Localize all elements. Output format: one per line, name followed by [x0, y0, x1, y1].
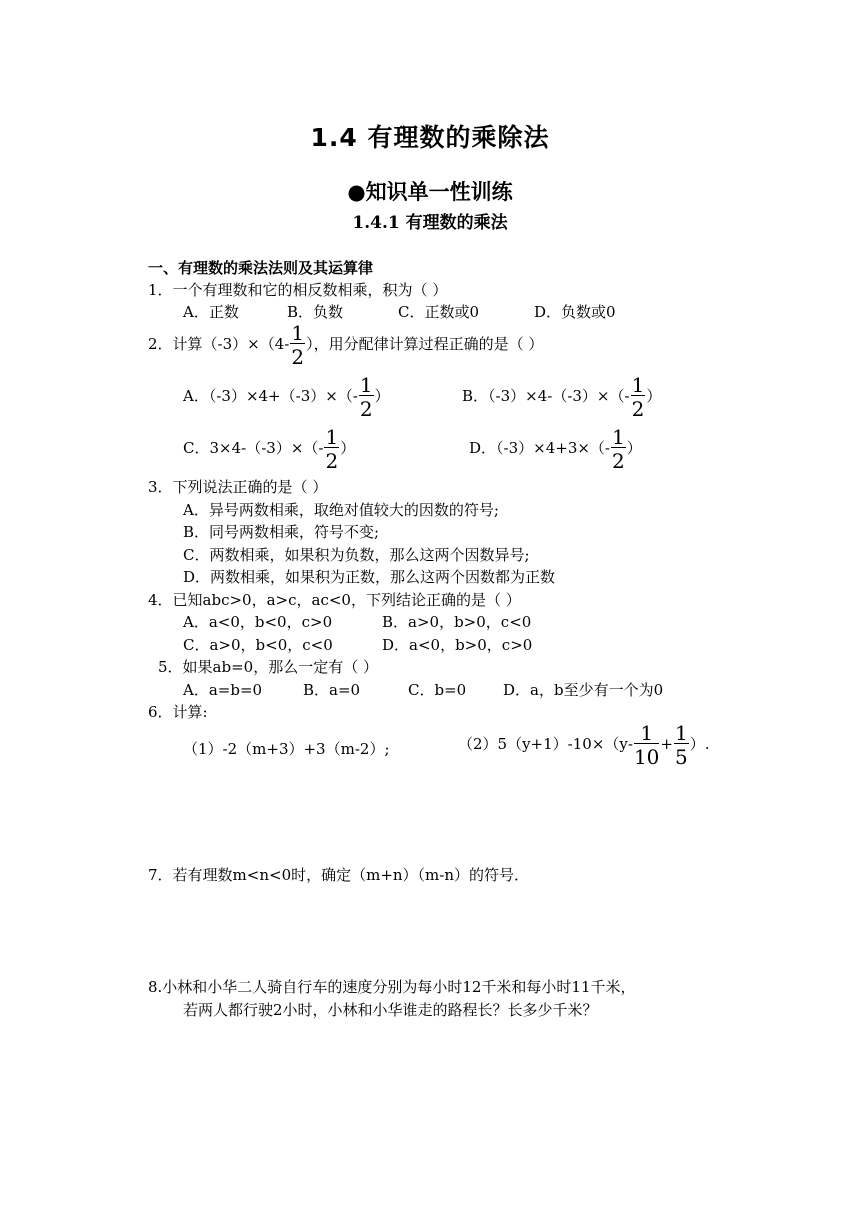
question-1-option-d: D．负数或0 — [534, 303, 616, 321]
fraction-denominator: 2 — [359, 397, 373, 421]
fraction — [634, 723, 659, 767]
plus-sign: + — [660, 735, 673, 753]
fraction — [324, 427, 339, 471]
question-4-option-c: C．a>0，b<0，c<0 — [183, 636, 333, 654]
question-5-option-b: B．a=0 — [303, 681, 361, 699]
option-b-text: B．（-3）×4-（-3）×（- — [462, 387, 630, 405]
part-2-close: ）. — [689, 735, 710, 753]
question-6-part-1: （1）-2（m+3）+3（m-2）; — [183, 740, 390, 758]
question-5-stem: 5．如果ab=0，那么一定有（ ） — [158, 658, 378, 676]
option-d-close: ） — [626, 439, 642, 457]
question-1-option-c: C．正数或0 — [398, 303, 480, 321]
fraction-numerator: 1 — [359, 373, 373, 397]
question-3-option-d: D．两数相乘，如果积为正数，那么这两个因数都为正数 — [183, 568, 556, 586]
question-3-stem: 3．下列说法正确的是（ ） — [148, 478, 328, 496]
fraction-numerator: 1 — [674, 721, 688, 745]
question-2-option-c — [183, 427, 355, 471]
section-title: 一、有理数的乘法法则及其运算律 — [148, 259, 374, 277]
subsection-heading: 1.4.1 有理数的乘法 — [352, 213, 508, 233]
fraction-denominator: 2 — [631, 397, 645, 421]
fraction — [674, 723, 689, 767]
fraction-denominator: 2 — [291, 345, 305, 369]
question-7: 7．若有理数m<n<0时，确定（m+n）（m-n）的符号． — [148, 866, 530, 884]
question-8-line-1: 8.小林和小华二人骑自行车的速度分别为每小时12千米和每小时11千米， — [148, 978, 636, 996]
question-5-option-d: D．a，b至少有一个为0 — [503, 681, 664, 699]
fraction-numerator: 1 — [634, 723, 659, 744]
question-1-stem: 1．一个有理数和它的相反数相乘，积为（ ） — [148, 281, 448, 299]
fraction — [611, 427, 626, 471]
question-4-option-a: A．a<0，b<0，c>0 — [183, 613, 333, 631]
fraction — [359, 375, 374, 419]
part-2-text: （2）5（y+1）-10×（y- — [458, 735, 633, 753]
question-6-stem: 6．计算: — [148, 703, 208, 721]
question-2-stem — [148, 323, 543, 367]
option-c-close: ） — [340, 439, 356, 457]
option-a-close: ） — [374, 387, 390, 405]
question-4-option-b: B．a>0，b>0，c<0 — [382, 613, 532, 631]
question-5-option-c: C．b=0 — [408, 681, 467, 699]
fraction-denominator: 2 — [612, 449, 625, 473]
question-1-option-b: B．负数 — [287, 303, 344, 321]
question-2-stem-start: 2．计算（-3）×（4- — [148, 335, 290, 353]
question-4-stem: 4．已知abc>0，a>c，ac<0，下列结论正确的是（ ） — [148, 591, 521, 609]
question-6-part-2 — [458, 723, 710, 767]
fraction — [290, 323, 305, 367]
fraction-numerator: 1 — [291, 321, 305, 345]
fraction-denominator: 10 — [633, 745, 660, 769]
question-2-option-b — [462, 375, 661, 419]
question-1-option-a: A．正数 — [183, 303, 239, 321]
option-d-text: D．（-3）×4+3×（- — [469, 439, 610, 457]
question-2-option-a — [183, 375, 390, 419]
fraction-denominator: 5 — [674, 745, 688, 769]
option-c-text: C．3×4-（-3）×（- — [183, 439, 324, 457]
question-2-stem-end: ），用分配律计算过程正确的是（ ） — [306, 335, 544, 353]
question-8-line-2: 若两人都行驶2小时，小林和小华谁走的路程长？长多少千米？ — [183, 1001, 598, 1019]
option-a-text: A．（-3）×4+（-3）×（- — [183, 387, 358, 405]
section-heading: ●知识单一性训练 — [347, 180, 513, 204]
fraction-numerator: 1 — [612, 425, 625, 449]
page-title: 1.4 有理数的乘除法 — [310, 123, 550, 152]
fraction-numerator: 1 — [325, 425, 339, 449]
fraction-denominator: 2 — [325, 449, 339, 473]
question-3-option-b: B．同号两数相乘，符号不变; — [183, 523, 380, 541]
question-3-option-a: A．异号两数相乘，取绝对值较大的因数的符号; — [183, 501, 499, 519]
question-5-option-a: A．a=b=0 — [183, 681, 263, 699]
question-2-option-d — [469, 427, 642, 471]
option-b-close: ） — [646, 387, 662, 405]
fraction — [631, 375, 646, 419]
question-4-option-d: D．a<0，b>0，c>0 — [382, 636, 533, 654]
question-3-option-c: C．两数相乘，如果积为负数，那么这两个因数异号; — [183, 546, 530, 564]
fraction-numerator: 1 — [631, 373, 645, 397]
